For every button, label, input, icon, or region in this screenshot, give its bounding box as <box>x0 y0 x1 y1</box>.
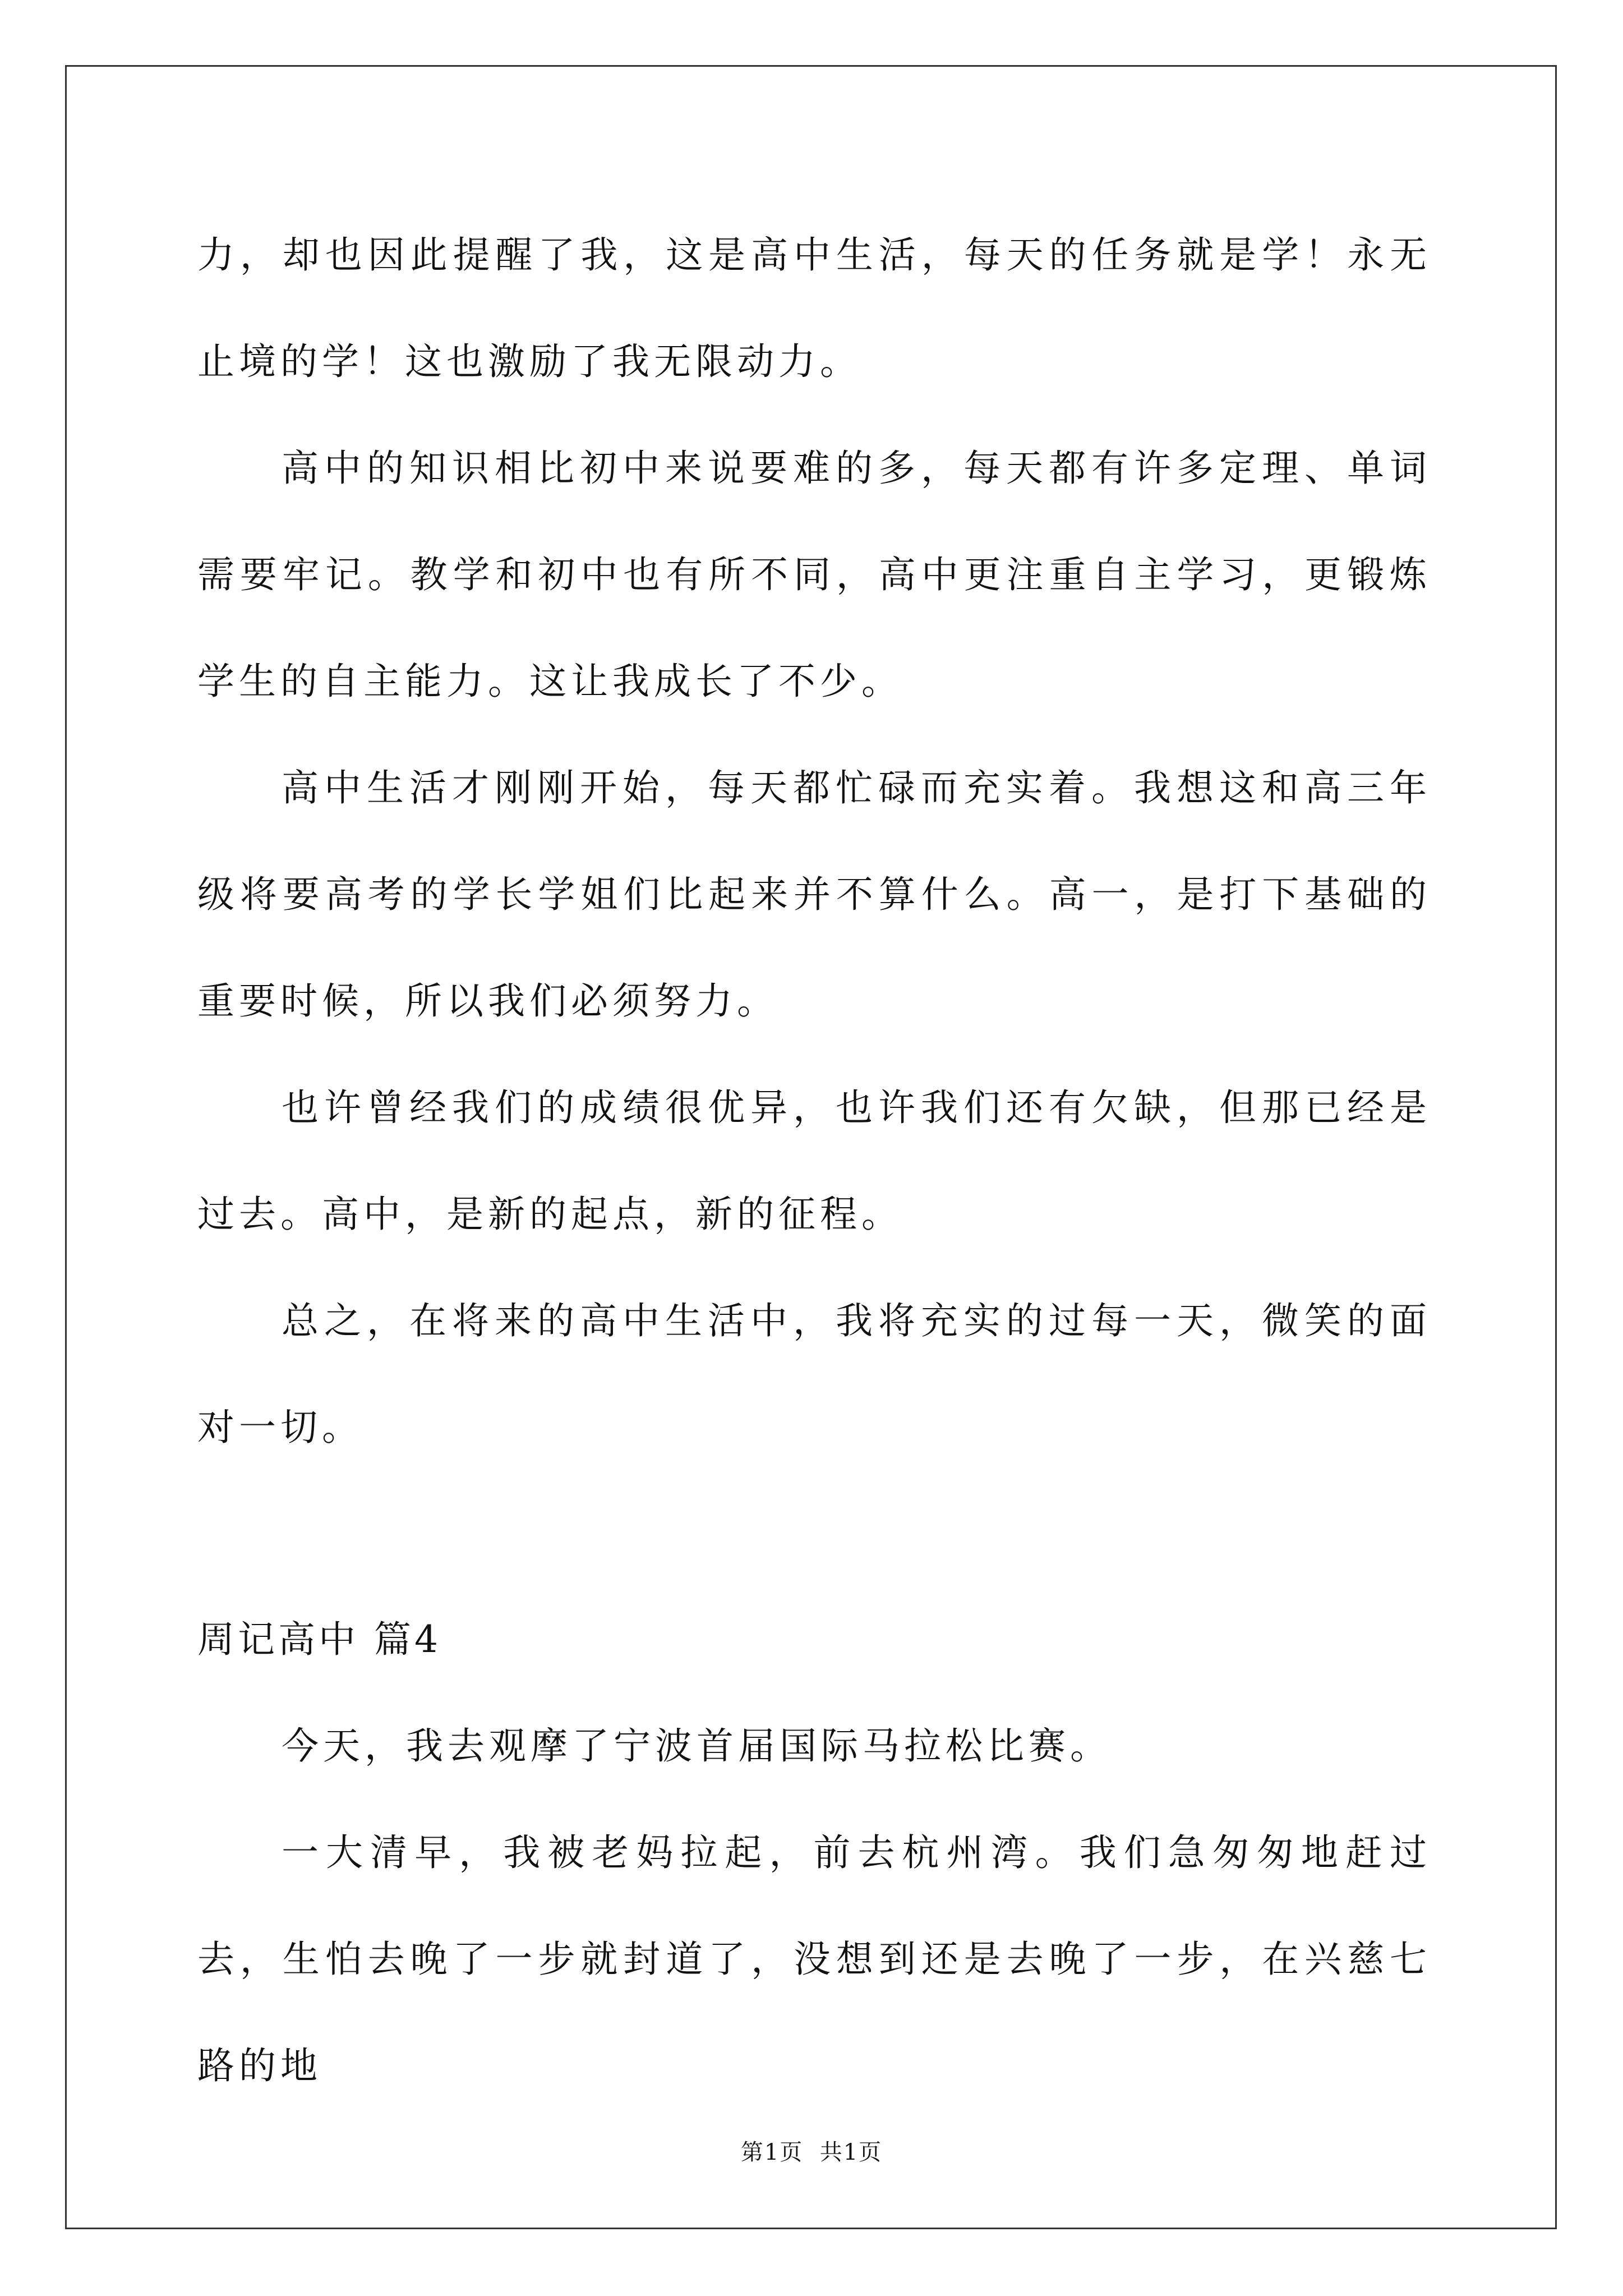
paragraph-1: 力，却也因此提醒了我，这是高中生活，每天的任务就是学！永无止境的学！这也激励了我无限动力。 <box>197 233 1431 383</box>
section-heading: 周记高中 篇4 <box>197 1618 441 1661</box>
paragraph-5: 总之，在将来的高中生活中，我将充实的过每一天，微笑的面对一切。 <box>197 1299 1431 1449</box>
paragraph-2: 高中的知识相比初中来说要难的多，每天都有许多定理、单词需要牢记。教学和初中也有所不同，高中更注重自主学习，更锻炼学生的自主能力。这让我成长了不少。 <box>197 447 1431 703</box>
document-body <box>197 202 1431 2119</box>
section-paragraph-2: 一大清早，我被老妈拉起，前去杭州湾。我们急匆匆地赶过去，生怕去晚了一步就封道了，没想到还是去晚了一步，在兴慈七路的地 <box>197 1831 1431 2087</box>
section-paragraph-1: 今天，我去观摩了宁波首届国际马拉松比赛。 <box>282 1724 1112 1768</box>
paragraph-3: 高中生活才刚刚开始，每天都忙碌而充实着。我想这和高三年级将要高考的学长学姐们比起来并不算什么。高一，是打下基础的重要时候，所以我们必须努力。 <box>197 766 1431 1023</box>
paragraph-4: 也许曾经我们的成绩很优异，也许我们还有欠缺，但那已经是过去。高中，是新的起点，新的征程。 <box>197 1086 1431 1236</box>
page-footer: 第1页 共1页 <box>740 2139 883 2165</box>
